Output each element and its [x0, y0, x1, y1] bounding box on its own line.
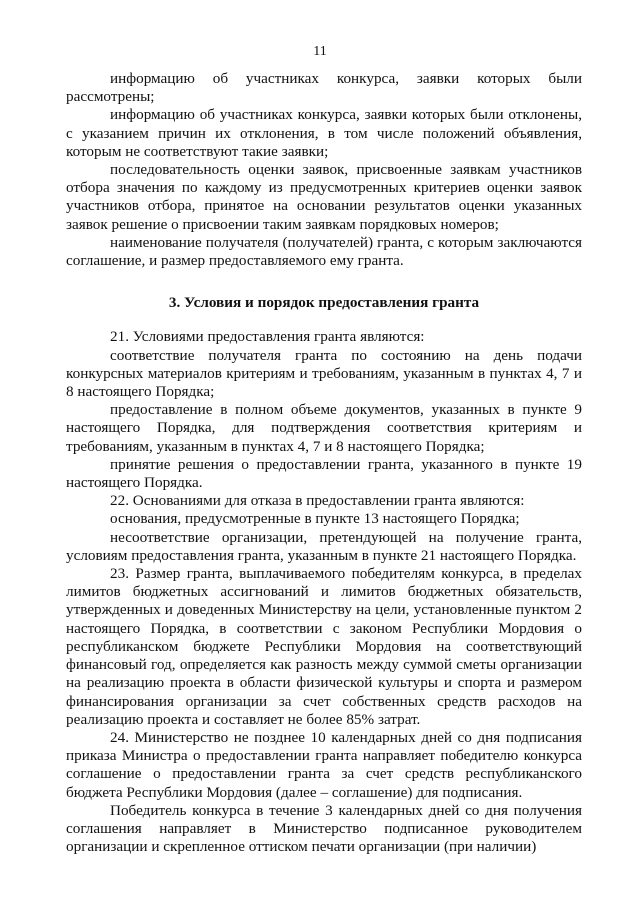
paragraph: предоставление в полном объеме документов, указанных в пункте 9 настоящего Порядка, для подтверждения соответствия критериям и требованиям, указанным в пунктах 4, 7 и 8 настоящего Порядка; — [66, 401, 582, 455]
paragraph: несоответствие организации, претендующей на получение гранта, условиям предоставления гранта, указанным в пункте 21 настоящего Порядка. — [66, 528, 582, 564]
page-number: 11 — [313, 44, 327, 59]
document-body — [66, 70, 582, 856]
paragraph: основания, предусмотренные в пункте 13 настоящего Порядка; — [110, 510, 520, 528]
paragraph: информацию об участниках конкурса, заявки которых были рассмотрены; — [66, 70, 582, 106]
paragraph: 22. Основаниями для отказа в предоставлении гранта являются: — [110, 492, 525, 510]
paragraph: соответствие получателя гранта по состоянию на день подачи конкурсных материалов критериям и требованиям, указанным в пунктах 4, 7 и 8 настоящего Порядка; — [66, 346, 582, 401]
paragraph: информацию об участниках конкурса, заявки которых были отклонены, с указанием причин их отклонения, в том числе положений объявления, которым не соответствуют такие заявки; — [66, 106, 582, 160]
paragraph: наименование получателя (получателей) гранта, с которым заключаются соглашение, и размер предоставляемого ему гранта. — [66, 233, 582, 270]
paragraph: 24. Министерство не позднее 10 календарных дней со дня подписания приказа Министра о предоставлении гранта направляет победителю конкурса соглашение о предоставлении гранта за счет средств республиканского бюджета Республики Мордовия (далее – соглашение) для подписания. — [66, 728, 582, 801]
paragraph: принятие решения о предоставлении гранта, указанного в пункте 19 настоящего Порядка. — [66, 455, 582, 492]
paragraph: 21. Условиями предоставления гранта являются: — [110, 328, 425, 346]
section-heading: 3. Условия и порядок предоставления гранта — [168, 294, 480, 312]
paragraph: последовательность оценки заявок, присвоенные заявкам участников отбора значения по каждому из предусмотренных критериев оценки заявок участников отбора, принятое на основании результатов оценки указанных заявок решение о присвоении таким заявкам порядковых номеров; — [66, 161, 582, 233]
paragraph: Победитель конкурса в течение 3 календарных дней со дня получения соглашения направляет в Министерство подписанное руководителем организации и скрепленное оттиском печати организации (при наличии) — [66, 801, 582, 856]
paragraph: 23. Размер гранта, выплачиваемого победителям конкурса, в пределах лимитов бюджетных ассигнований и лимитов бюджетных обязательств, утвержденных и доведенных Министерству на цели, установленные пунктом 2 настоящего Порядка, в соответствии с законом Республики Мордовия о республиканском бюджете Республики Мордовия на соответствующий финансовый год, определяется как разность между суммой сметы организации на реализацию проекта в области физической культуры и спорта и размером финансирования организации за счет собственных средств расходов на реализацию проекта и составляет не более 85% затрат. — [66, 565, 582, 728]
